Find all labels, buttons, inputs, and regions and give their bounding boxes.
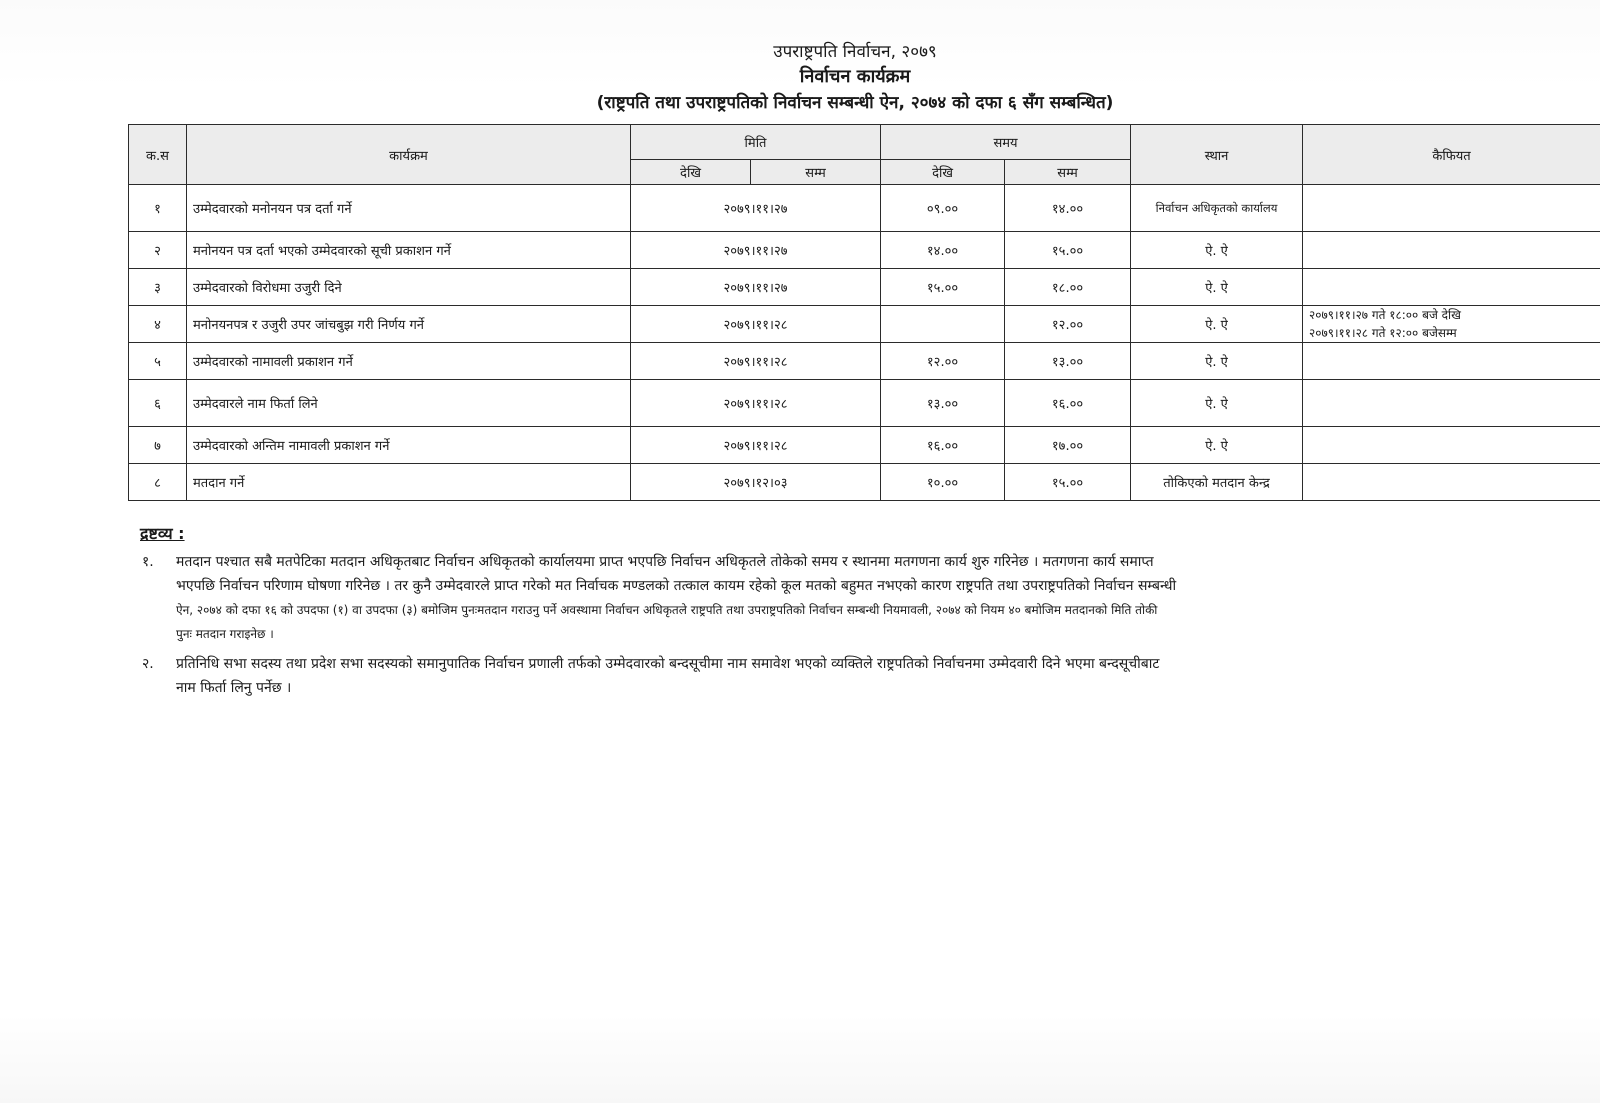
cell-place: तोकिएको मतदान केन्द्र: [1131, 464, 1303, 501]
header-date-from: देखि: [631, 160, 751, 185]
cell-program: मतदान गर्ने: [187, 464, 631, 501]
note-line: नाम फिर्ता लिनु पर्नेछ ।: [176, 680, 292, 696]
cell-time-from: १६.००: [881, 427, 1005, 464]
cell-place: निर्वाचन अधिकृतको कार्यालय: [1131, 185, 1303, 232]
cell-remarks: [1303, 306, 1600, 343]
note-item-1: [140, 550, 1600, 646]
cell-remarks: [1303, 185, 1600, 232]
cell-place: ऐ. ऐ: [1131, 343, 1303, 380]
cell-time-to: १२.००: [1005, 306, 1131, 343]
cell-sn: ६: [129, 380, 187, 427]
note-line: प्रतिनिधि सभा सदस्य तथा प्रदेश सभा सदस्यको समानुपातिक निर्वाचन प्रणाली तर्फको उम्मेदवारको बन्दसूचीमा नाम समावेश भएको व्यक्तिले राष्ट्रपतिको निर्वाचनमा उम्मेदवारी दिने भएमा बन्दसूचीबाट: [176, 656, 1160, 672]
cell-remarks: [1303, 269, 1600, 306]
cell-sn: ७: [129, 427, 187, 464]
table-row: [129, 232, 1600, 269]
note-number: १.: [142, 554, 154, 570]
cell-place: ऐ. ऐ: [1131, 269, 1303, 306]
cell-time-from: १५.००: [881, 269, 1005, 306]
cell-date: २०७९।११।२८: [631, 427, 881, 464]
cell-sn: २: [129, 232, 187, 269]
cell-time-from: [881, 306, 1005, 343]
header-sn: क.स: [129, 125, 187, 185]
table-row: [129, 343, 1600, 380]
cell-place: ऐ. ऐ: [1131, 232, 1303, 269]
cell-sn: ४: [129, 306, 187, 343]
cell-place: ऐ. ऐ: [1131, 306, 1303, 343]
cell-date: २०७९।११।२८: [631, 380, 881, 427]
cell-sn: १: [129, 185, 187, 232]
cell-date: २०७९।११।२७: [631, 269, 881, 306]
cell-place: ऐ. ऐ: [1131, 380, 1303, 427]
header-place: स्थान: [1131, 125, 1303, 185]
table-row: [129, 185, 1600, 232]
cell-sn: ३: [129, 269, 187, 306]
header-time: समय: [881, 125, 1131, 160]
note-number: २.: [142, 656, 154, 672]
cell-program: मनोनयन पत्र दर्ता भएको उम्मेदवारको सूची प्रकाशन गर्ने: [187, 232, 631, 269]
cell-program: उम्मेदवारको मनोनयन पत्र दर्ता गर्ने: [187, 185, 631, 232]
header-date: मिति: [631, 125, 881, 160]
header-program: कार्यक्रम: [187, 125, 631, 185]
cell-remarks: [1303, 380, 1600, 427]
cell-date: २०७९।१२।०३: [631, 464, 881, 501]
note-line: मतदान पश्चात सबै मतपेटिका मतदान अधिकृतबाट निर्वाचन अधिकृतको कार्यालयमा प्राप्त भएपछि निर्वाचन अधिकृतले तोकेको समय र स्थानमा मतगणना कार्य शुरु गरिनेछ । मतगणना कार्य समाप्त: [176, 554, 1154, 570]
note-line: ऐन, २०७४ को दफा १६ को उपदफा (१) वा उपदफा (३) बमोजिम पुनःमतदान गराउनु पर्ने अवस्थामा निर्वाचन अधिकृतले राष्ट्रपति तथा उपराष्ट्रपतिको निर्वाचन सम्बन्धी नियमावली, २०७४ को नियम ४० बमोजिम मतदानको मिति तोकी: [176, 603, 1158, 617]
cell-sn: ८: [129, 464, 187, 501]
remarks-line-2: २०७९।११।२८ गते १२:०० बजेसम्म: [1309, 326, 1457, 340]
cell-time-to: १८.००: [1005, 269, 1131, 306]
cell-date: २०७९।११।२७: [631, 232, 881, 269]
cell-time-from: १०.००: [881, 464, 1005, 501]
cell-time-from: १४.००: [881, 232, 1005, 269]
schedule-title: निर्वाचन कार्यक्रम: [799, 66, 911, 87]
schedule-subtitle: (राष्ट्रपति तथा उपराष्ट्रपतिको निर्वाचन सम्बन्धी ऐन, २०७४ को दफा ६ सँग सम्बन्धित): [596, 93, 1114, 113]
cell-date: २०७९।११।२८: [631, 306, 881, 343]
cell-time-from: ०९.००: [881, 185, 1005, 232]
cell-program: उम्मेदवारको विरोधमा उजुरी दिने: [187, 269, 631, 306]
header-time-from: देखि: [881, 160, 1005, 185]
cell-program: उम्मेदवारले नाम फिर्ता लिने: [187, 380, 631, 427]
table-row: [129, 427, 1600, 464]
cell-time-to: १३.००: [1005, 343, 1131, 380]
cell-time-to: १७.००: [1005, 427, 1131, 464]
table-row: [129, 306, 1600, 343]
election-schedule-table: [128, 124, 1600, 501]
remarks-line-1: २०७९।११।२७ गते १८:०० बजे देखि: [1309, 308, 1461, 322]
cell-time-from: १३.००: [881, 380, 1005, 427]
cell-place: ऐ. ऐ: [1131, 427, 1303, 464]
table-row: [129, 380, 1600, 427]
note-line: पुनः मतदान गराइनेछ ।: [176, 627, 274, 641]
cell-program: मनोनयनपत्र र उजुरी उपर जांचबुझ गरी निर्णय गर्ने: [187, 306, 631, 343]
header-date-to: सम्म: [751, 160, 881, 185]
header-remarks: कैफियत: [1303, 125, 1600, 185]
note-line: भएपछि निर्वाचन परिणाम घोषणा गरिनेछ । तर कुनै उम्मेदवारले प्राप्त गरेको मत निर्वाचक मण्डलको तत्काल कायम रहेको कूल मतको बहुमत नभएको कारण राष्ट्रपति तथा उपराष्ट्रपतिको निर्वाचन सम्बन्धी: [176, 578, 1177, 594]
cell-program: उम्मेदवारको नामावली प्रकाशन गर्ने: [187, 343, 631, 380]
cell-time-from: १२.००: [881, 343, 1005, 380]
cell-remarks: [1303, 232, 1600, 269]
cell-remarks: [1303, 343, 1600, 380]
cell-time-to: १५.००: [1005, 464, 1131, 501]
document-header: [0, 40, 1600, 116]
note-item-2: [140, 652, 1600, 700]
header-time-to: सम्म: [1005, 160, 1131, 185]
cell-sn: ५: [129, 343, 187, 380]
table-row: [129, 464, 1600, 501]
cell-time-to: १४.००: [1005, 185, 1131, 232]
cell-time-to: १६.००: [1005, 380, 1131, 427]
cell-program: उम्मेदवारको अन्तिम नामावली प्रकाशन गर्ने: [187, 427, 631, 464]
cell-date: २०७९।११।२७: [631, 185, 881, 232]
cell-remarks: [1303, 427, 1600, 464]
notes-title: द्रष्टव्य :: [140, 524, 185, 543]
notes-section: [140, 522, 1600, 700]
cell-remarks: [1303, 464, 1600, 501]
cell-date: २०७९।११।२८: [631, 343, 881, 380]
election-title: उपराष्ट्रपति निर्वाचन, २०७९: [773, 42, 937, 62]
table-row: [129, 269, 1600, 306]
table-header-row: [129, 125, 1600, 160]
cell-time-to: १५.००: [1005, 232, 1131, 269]
